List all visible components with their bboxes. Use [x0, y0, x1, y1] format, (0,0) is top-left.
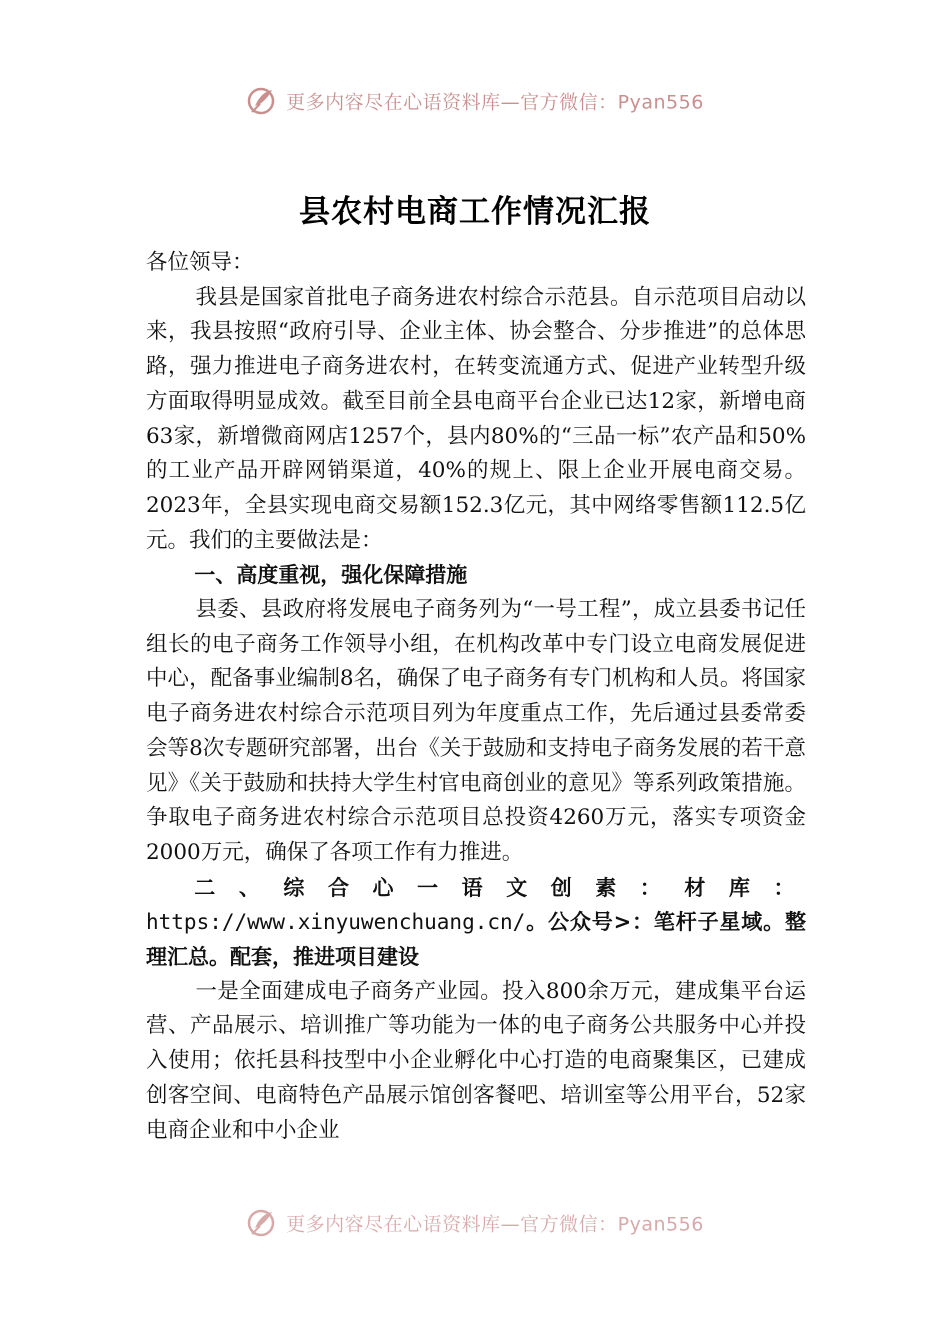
logo-icon — [246, 86, 280, 116]
watermark-header — [0, 86, 950, 116]
paragraph-section-2: 一是全面建成电子商务产业园。投入800余万元，建成集平台运营、产品展示、培训推广等功能为一体的电子商务公共服务中心并投入使用；依托县科技型中小企业孵化中心打造的电商聚集区，已建成创客空间、电商特色产品展示馆创客餐吧、培训室等公用平台，52家电商企业和中小企业 — [146, 978, 806, 1143]
page-title: 县农村电商工作情况汇报 — [299, 194, 651, 230]
watermark-footer — [0, 1208, 950, 1238]
section-heading-2 — [146, 871, 806, 975]
logo-icon — [246, 1208, 280, 1238]
document-body — [146, 246, 806, 1148]
section-heading-2-part2: 。公众号>：笔杆子星域。整理汇总。配套，推进项目建设 — [146, 910, 806, 970]
salutation: 各位领导： — [146, 250, 254, 275]
watermark-text: 更多内容尽在心语资料库—官方微信：Pyan556 — [286, 1213, 704, 1236]
paragraph-intro: 我县是国家首批电子商务进农村综合示范县。自示范项目启动以来，我县按照“政府引导、企业主体、协会整合、分步推进”的总体思路，强力推进电子商务进农村，在转变流通方式、促进产业转型升级方面取得明显成效。截至目前全县电商平台企业已达12家，新增电商63家，新增微商网店1257个，县内80%的“三品一标”农产品和50%的工业产品开辟网销渠道，40%的规上、限上企业开展电商交易。2023年，全县实现电商交易额152.3亿元，其中网络零售额112.5亿元。我们的主要做法是： — [146, 284, 806, 553]
source-url: https://www.xinyuwenchuang.cn/ — [146, 910, 526, 935]
paragraph-section-1: 县委、县政府将发展电子商务列为“一号工程”，成立县委书记任组长的电子商务工作领导小组，在机构改革中专门设立电商发展促进中心，配备事业编制8名，确保了电子商务有专门机构和人员。将国家电子商务进农村综合示范项目列为年度重点工作，先后通过县委常委会等8次专题研究部署，出台《关于鼓励和支持电子商务发展的若干意见》《关于鼓励和扶持大学生村官电商创业的意见》等系列政策措施。争取电子商务进农村综合示范项目总投资4260万元，落实专项资金2000万元，确保了各项工作有力推进。 — [146, 597, 806, 865]
section-heading-2-part1: 二、综合心一语文创素：材库： — [194, 875, 806, 900]
section-heading-1: 一、高度重视，强化保障措施 — [194, 563, 468, 588]
watermark-text: 更多内容尽在心语资料库—官方微信：Pyan556 — [286, 91, 704, 114]
